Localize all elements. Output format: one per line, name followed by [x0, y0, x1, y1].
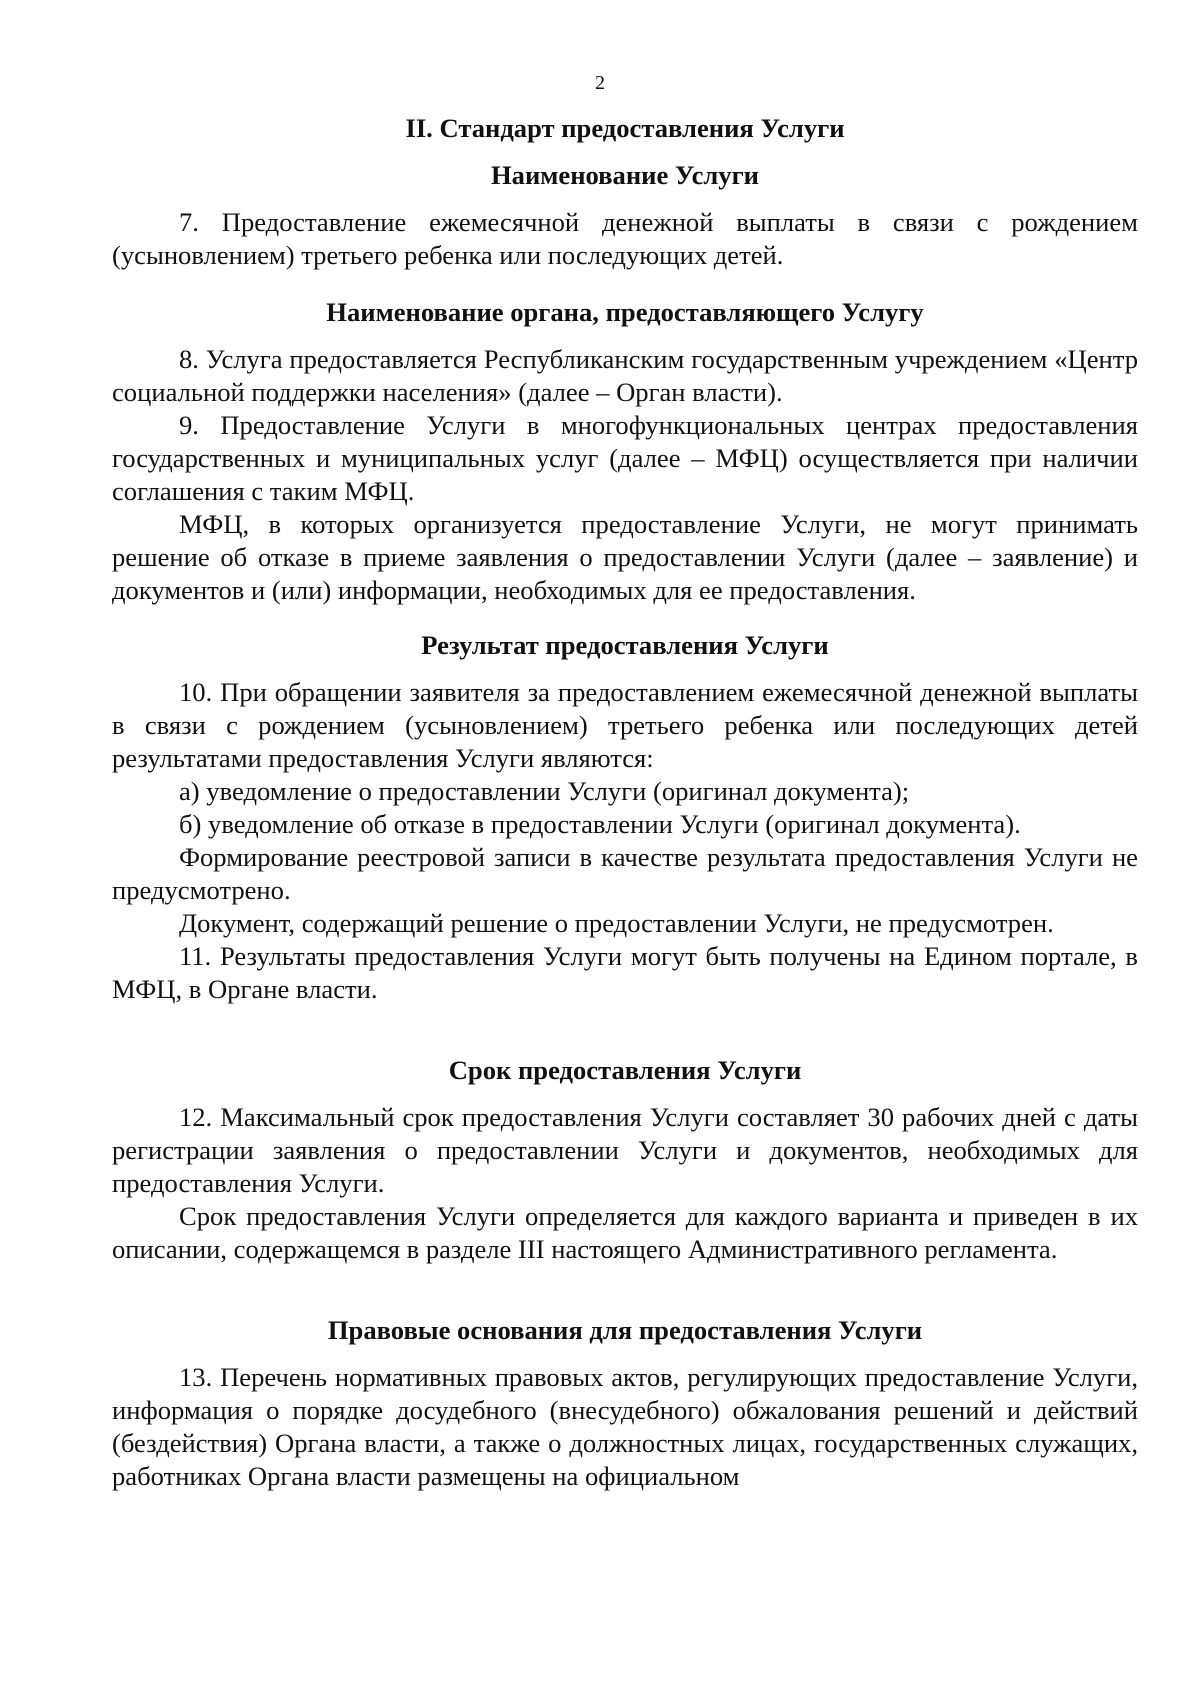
paragraph: Срок предоставления Услуги определяется для каждого варианта и приведен в их описании, содержащемся в разделе III настоящего Административного регламента. [112, 1201, 1138, 1264]
paragraph: МФЦ, в которых организуется предоставление Услуги, не могут принимать решение об отказе в приеме заявления о предоставлении Услуги (далее – заявление) и документов и (или) информации, необходимых для ее предоставления. [112, 509, 1138, 605]
paragraph: 7. Предоставление ежемесячной денежной выплаты в связи с рождением (усыновлением) третьего ребенка или последующих детей. [112, 207, 1138, 270]
paragraph: Документ, содержащий решение о предоставлении Услуги, не предусмотрен. [179, 908, 1054, 938]
page-number: 2 [595, 72, 605, 94]
heading-service-result: Результат предоставления Услуги [421, 630, 829, 660]
document-body [112, 112, 1138, 1493]
paragraph: Формирование реестровой записи в качестве результата предоставления Услуги не предусмотрено. [112, 842, 1138, 905]
paragraph: 12. Максимальный срок предоставления Услуги составляет 30 рабочих дней с даты регистрации заявления о предоставлении Услуги и документов, необходимых для предоставления Услуги. [112, 1102, 1138, 1198]
heading-legal-basis: Правовые основания для предоставления Услуги [327, 1315, 923, 1345]
heading-service-term: Срок предоставления Услуги [448, 1055, 802, 1085]
paragraph: 9. Предоставление Услуги в многофункциональных центрах предоставления государственных и муниципальных услуг (далее – МФЦ) осуществляется при наличии соглашения с таким МФЦ. [112, 410, 1138, 506]
heading-providing-body: Наименование органа, предоставляющего Услугу [326, 297, 924, 327]
paragraph: 13. Перечень нормативных правовых актов, регулирующих предоставление Услуги, информация о порядке досудебного (внесудебного) обжалования решений и действий (бездействия) Органа власти, а также о должностных лицах, государственных служащих, работниках Органа власти размещены на официальном [112, 1362, 1138, 1491]
list-item: б) уведомление об отказе в предоставлении Услуги (оригинал документа). [179, 809, 1021, 839]
section-title: II. Стандарт предоставления Услуги [405, 113, 845, 143]
paragraph: 8. Услуга предоставляется Республиканским государственным учреждением «Центр социальной поддержки населения» (далее – Орган власти). [112, 344, 1138, 407]
paragraph: 10. При обращении заявителя за предоставлением ежемесячной денежной выплаты в связи с рождением (усыновлением) третьего ребенка или последующих детей результатами предоставления Услуги являются: [112, 677, 1138, 773]
list-item: а) уведомление о предоставлении Услуги (оригинал документа); [179, 776, 910, 806]
paragraph: 11. Результаты предоставления Услуги могут быть получены на Едином портале, в МФЦ, в Органе власти. [112, 941, 1138, 1004]
heading-service-name: Наименование Услуги [490, 160, 759, 190]
